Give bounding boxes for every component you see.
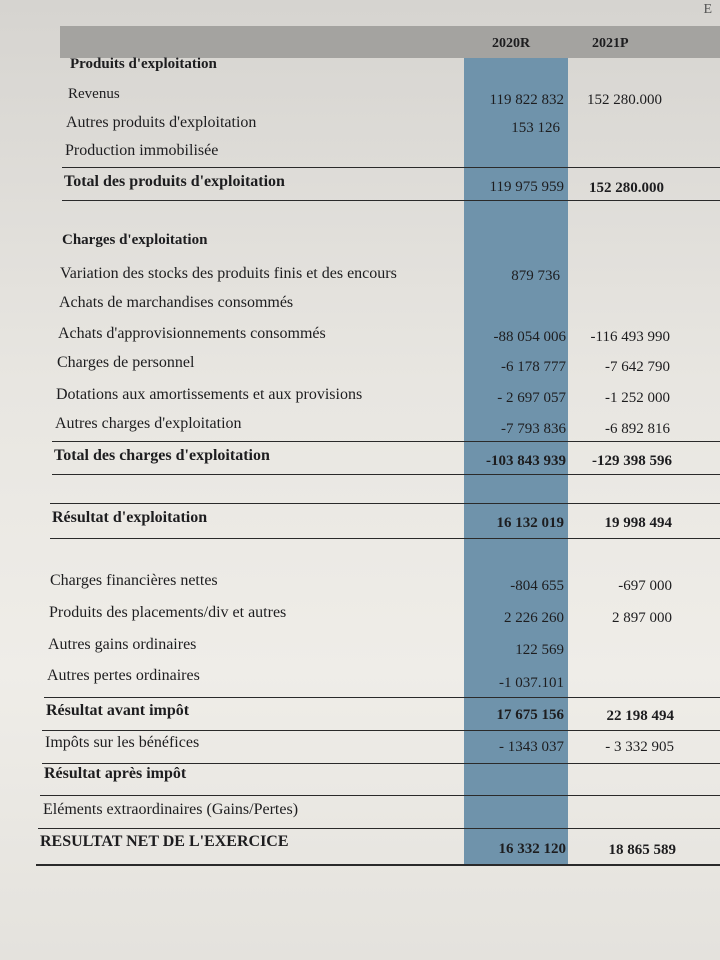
table-row — [0, 114, 720, 136]
value-2020: 17 675 156 — [496, 707, 564, 723]
row-label: Autres produits d'exploitation — [66, 114, 257, 131]
row-divider — [44, 697, 720, 698]
table-row — [0, 801, 720, 823]
row-divider — [62, 167, 720, 168]
table-row — [0, 86, 720, 108]
table-row — [0, 447, 720, 469]
row-divider — [42, 763, 720, 764]
value-2021: -1 252 000 — [605, 390, 670, 406]
row-label: RESULTAT NET DE L'EXERCICE — [40, 833, 289, 850]
value-2020: - 1343 037 — [499, 739, 564, 755]
value-2021: 152 280.000 — [589, 180, 664, 196]
value-2020: 2 226 260 — [504, 610, 564, 626]
table-row — [0, 667, 720, 689]
table-row — [0, 294, 720, 316]
value-2021: -116 493 990 — [590, 329, 670, 345]
row-label: Résultat après impôt — [44, 765, 187, 782]
row-divider — [50, 503, 720, 504]
value-2020: - 2 697 057 — [497, 390, 566, 406]
value-2020: 16 132 019 — [496, 515, 564, 531]
row-label: Total des produits d'exploitation — [64, 173, 285, 190]
row-label: Autres charges d'exploitation — [55, 415, 242, 432]
value-2020: -103 843 939 — [486, 453, 566, 469]
row-divider — [52, 441, 720, 442]
table-row — [0, 173, 720, 195]
value-2021: -6 892 816 — [605, 421, 670, 437]
row-label: Charges d'exploitation — [62, 232, 208, 248]
value-2021: -7 642 790 — [605, 359, 670, 375]
value-2020: -88 054 006 — [493, 329, 566, 345]
table-row — [0, 702, 720, 724]
table-row — [0, 509, 720, 531]
table-row — [0, 232, 720, 254]
value-2020: -804 655 — [510, 578, 564, 594]
corner-text: E — [703, 2, 712, 17]
table-row — [0, 265, 720, 287]
row-label: Autres pertes ordinaires — [47, 667, 200, 684]
table-row — [0, 56, 720, 78]
table-bottom-border — [36, 864, 720, 866]
row-divider — [62, 200, 720, 201]
row-divider — [40, 795, 720, 796]
row-label: Dotations aux amortissements et aux provisions — [56, 386, 363, 403]
table-row — [0, 354, 720, 376]
value-2020: 122 569 — [515, 642, 564, 658]
value-2021: 152 280.000 — [587, 92, 662, 108]
value-2020: -7 793 836 — [501, 421, 566, 437]
row-divider — [42, 730, 720, 731]
row-label: Produits des placements/div et autres — [49, 604, 287, 621]
value-2020: -1 037.101 — [499, 675, 564, 691]
table-row — [0, 833, 720, 858]
row-divider — [52, 474, 720, 475]
table-row — [0, 325, 720, 347]
table-row — [0, 572, 720, 594]
value-2020: 153 126 — [511, 120, 560, 136]
row-label: Eléments extraordinaires (Gains/Pertes) — [43, 801, 299, 818]
value-2020: 879 736 — [511, 268, 560, 284]
value-2021: 19 998 494 — [604, 515, 672, 531]
value-2021: -697 000 — [618, 578, 672, 594]
row-label: Autres gains ordinaires — [48, 636, 197, 653]
row-label: Charges financières nettes — [50, 572, 218, 589]
row-divider — [38, 828, 720, 829]
column-header-2020: 2020R — [492, 36, 531, 51]
table-row — [0, 415, 720, 437]
value-2021: 22 198 494 — [606, 708, 674, 724]
row-label: Charges de personnel — [57, 354, 195, 371]
value-2021: -129 398 596 — [592, 453, 672, 469]
table-row — [0, 734, 720, 756]
row-label: Revenus — [68, 86, 120, 102]
table-row — [0, 604, 720, 626]
row-label: Résultat avant impôt — [46, 702, 190, 719]
value-2020: -6 178 777 — [501, 359, 566, 375]
value-2021: 18 865 589 — [608, 842, 676, 858]
column-header-2021: 2021P — [592, 36, 629, 51]
row-label: Produits d'exploitation — [70, 56, 217, 72]
row-label: Total des charges d'exploitation — [54, 447, 270, 464]
row-label: Achats d'approvisionnements consommés — [58, 325, 326, 342]
value-2020: 119 975 959 — [489, 179, 564, 195]
table-row — [0, 142, 720, 164]
value-2020: 16 332 120 — [498, 841, 566, 857]
value-2020: 119 822 832 — [489, 92, 564, 108]
row-label: Production immobilisée — [65, 142, 219, 159]
table-row — [0, 386, 720, 408]
row-label: Résultat d'exploitation — [52, 509, 208, 526]
value-2021: - 3 332 905 — [605, 739, 674, 755]
table-row — [0, 636, 720, 658]
row-divider — [50, 538, 720, 539]
row-label: Achats de marchandises consommés — [59, 294, 294, 311]
row-label: Impôts sur les bénéfices — [45, 734, 200, 751]
value-2021: 2 897 000 — [612, 610, 672, 626]
table-row — [0, 765, 720, 787]
row-label: Variation des stocks des produits finis et des encours — [60, 265, 397, 282]
